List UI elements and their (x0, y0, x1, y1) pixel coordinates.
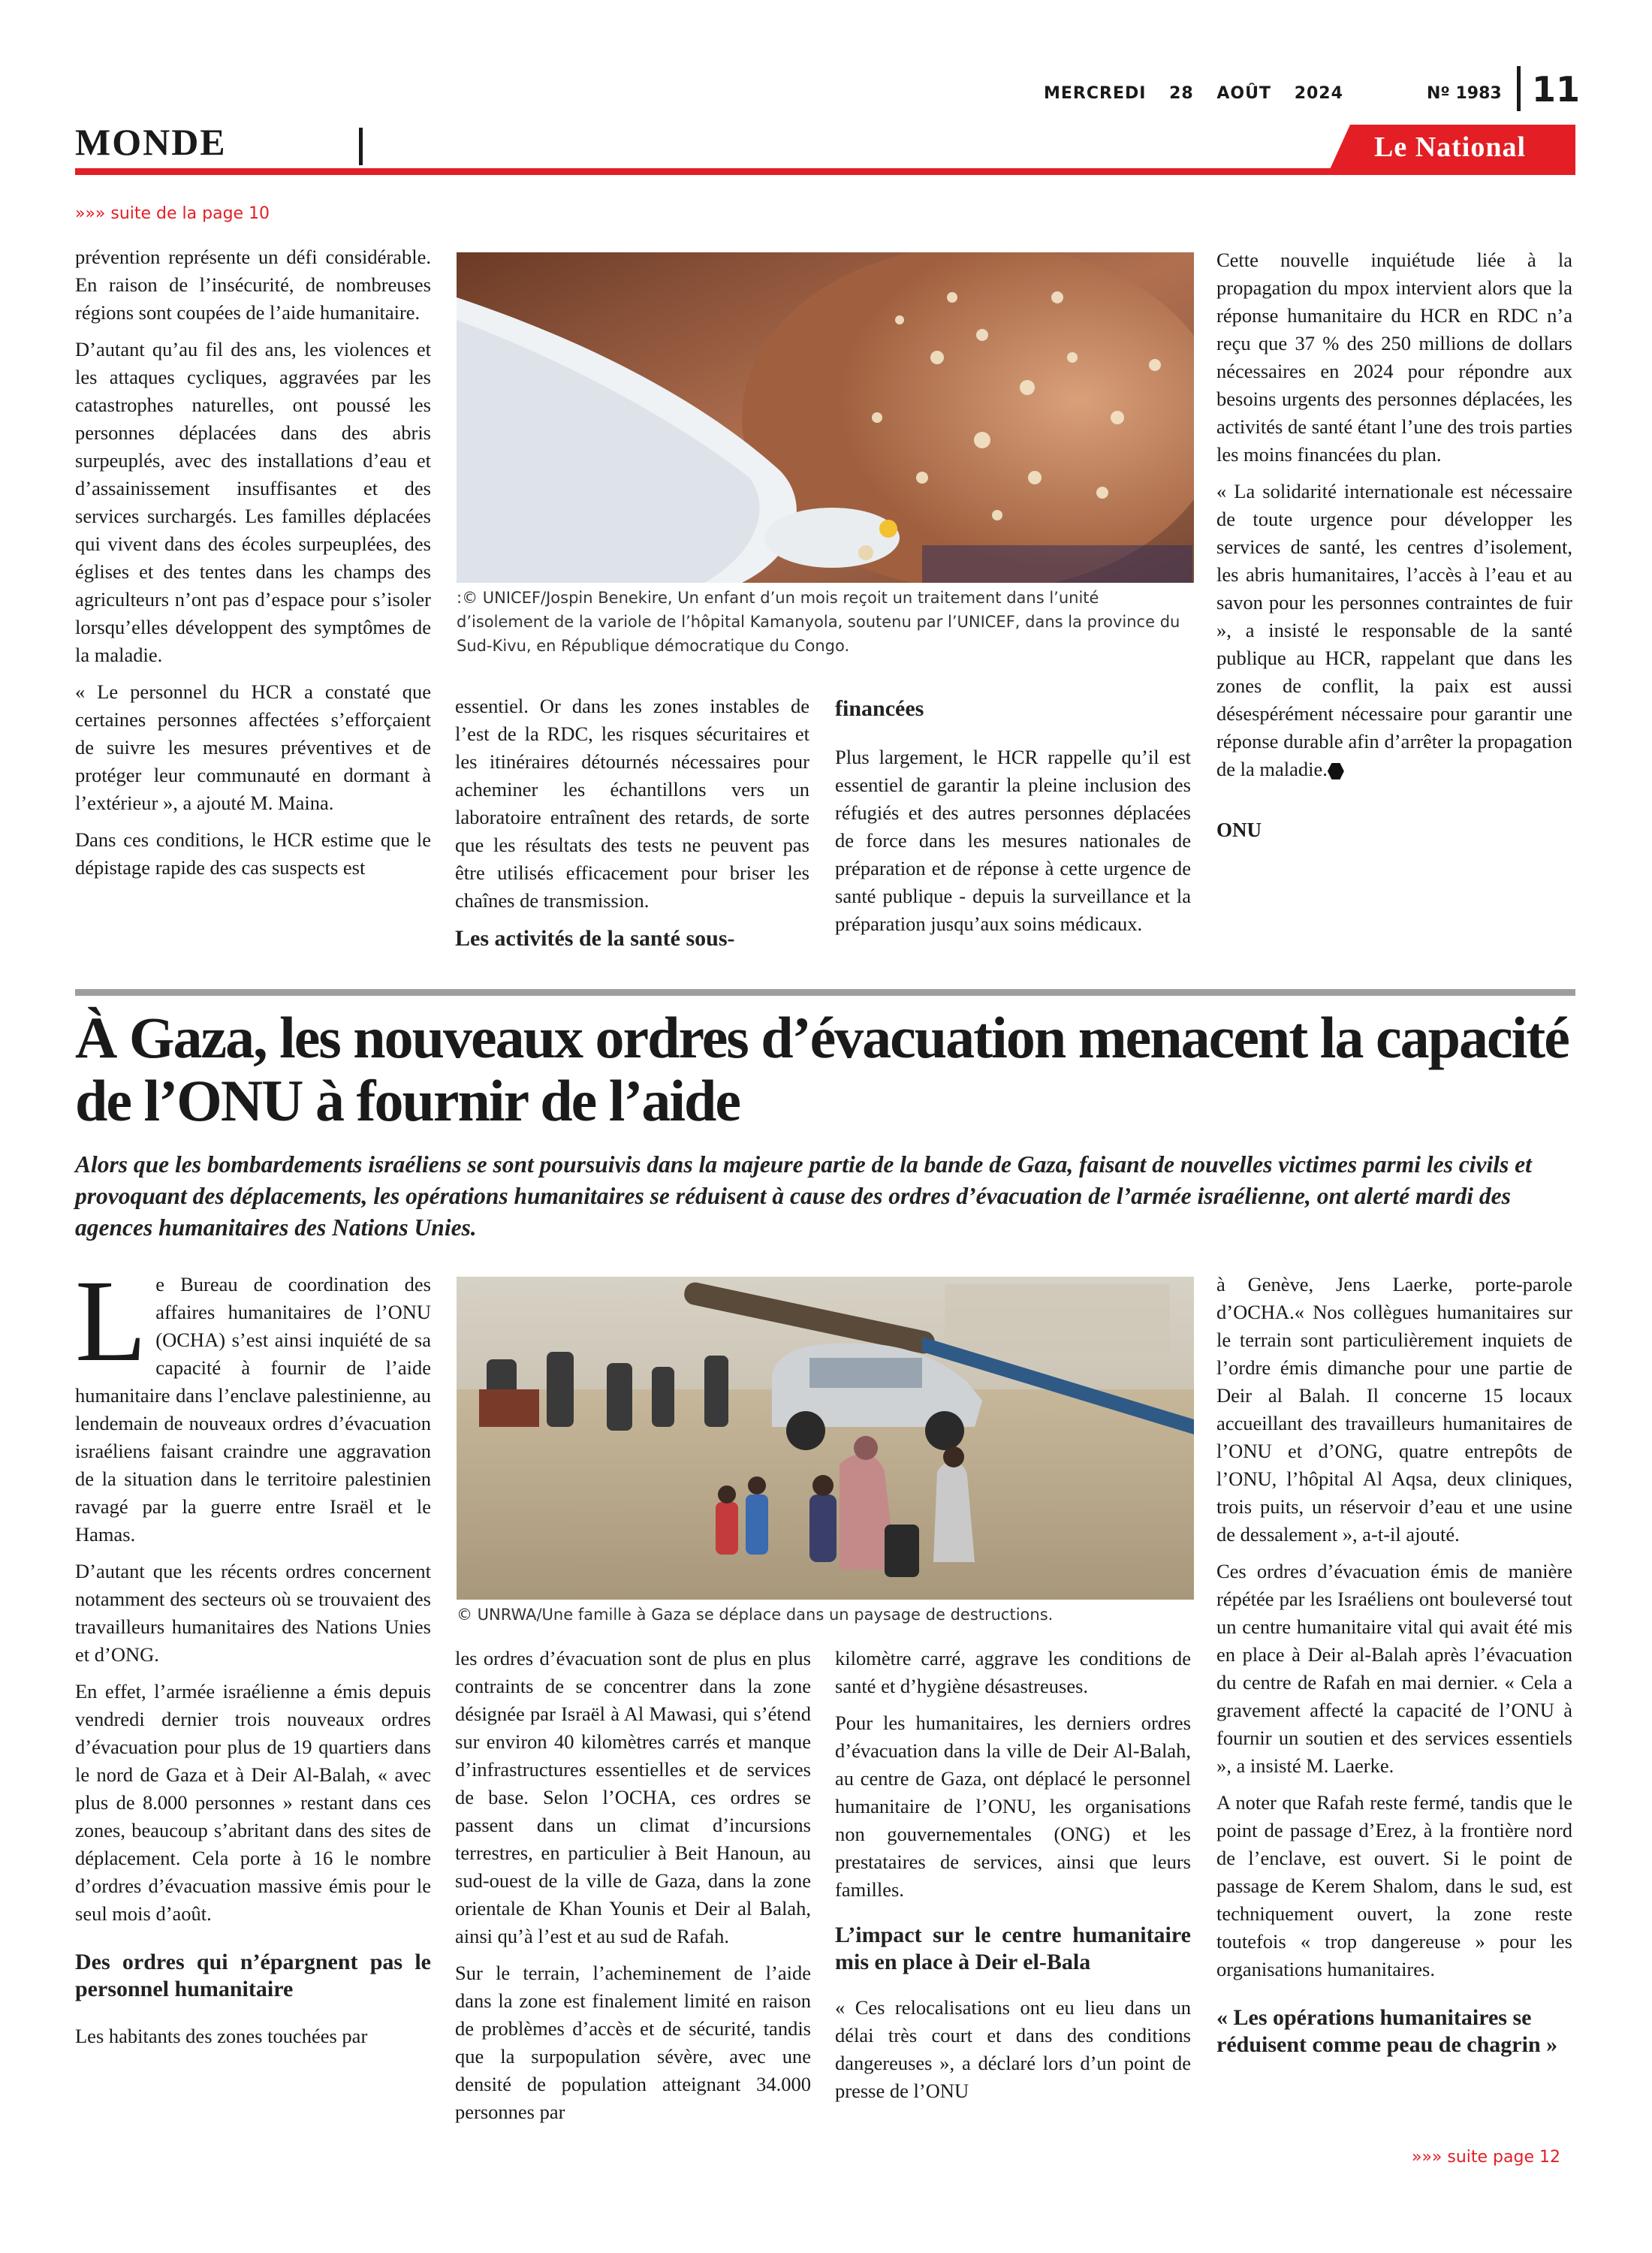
subheading-continued: financées (835, 696, 924, 721)
subheading: L’impact sur le centre humanitaire mis en place à Deir el-Bala (835, 1923, 1191, 1974)
paragraph: essentiel. Or dans les zones instables de l’est de la RDC, les risques sécuritaires et les itinéraires détournés nécessaires pour acheminer les échantillons vers un laboratoire entraînent des retards, de sorte que les résultats des tests ne peuvent pas être utilisés efficacement pour briser les chaînes de transmission. (455, 695, 809, 912)
date-number: 28 (1169, 84, 1194, 103)
mpox-photo-image (457, 252, 1194, 583)
paragraph: D’autant qu’au fil des ans, les violences et les attaques cycliques, aggravées par les catastrophes naturelles, ont poussé les personnes déplacées dans des abris surpeuplés, avec des installations d’eau et d’assainissement insuffisantes et des services surchargés. Les familles déplacées qui vivent dans des écoles surpeuplées, des églises et des tentes dans les champs des agriculteurs n’ont pas d’espace pour s’isoler lorsqu’elles développent des symptômes de la maladie. (75, 338, 431, 666)
paragraph: En effet, l’armée israélienne a émis depuis vendredi dernier trois nouveaux ordres d’évacuation pour plus de 19 quartiers dans le nord de Gaza et à Deir Al-Balah, « avec plus de 8.000 personnes » restant dans ces zones, beaucoup s’abritant dans des sites de déplacement. Cela porte à 16 le nombre d’ordres d’évacuation massive émis pour le seul mois d’août. (75, 1680, 431, 1925)
header-divider (1517, 66, 1521, 111)
subheading: « Les opérations humanitaires se réduisent comme peau de chagrin » (1216, 2005, 1558, 2057)
paragraph: Plus largement, le HCR rappelle qu’il est essentiel de garantir la pleine inclusion des réfugiés et des autres personnes déplacées de force dans les mesures nationales de préparation et de réponse à cette urgence de santé publique - depuis la surveillance et la préparation jusqu’aux soins médicaux. (835, 746, 1191, 935)
subheading: Les activités de la santé sous- (455, 926, 735, 951)
article1-column-3 (835, 695, 1191, 947)
article2-column-4 (1216, 1271, 1572, 2068)
paragraph: « Ces relocalisations ont eu lieu dans un délai très court et dans des conditions dangereuses », a déclaré lors d’un point de presse de l’ONU (835, 1996, 1191, 2102)
paragraph-text: e Bureau de coordination des affaires humanitaires de l’ONU (OCHA) s’est ainsi inquiété de sa capacité à fournir de l’aide humanitaire dans l’enclave palestinienne, au lendemain de nouveaux ordres d’évacuation israéliens faisant craindre une aggravation de la situation dans le territoire palestinien ravagé par la guerre entre Israël et le Hamas. (75, 1273, 431, 1546)
brand-name: Le National (1374, 131, 1527, 163)
paragraph: les ordres d’évacuation sont de plus en plus contraints de se concentrer dans la zone désignée par Israël à Al Mawasi, qui s’étend sur environ 40 kilomètres carrés et manque d’infrastructures essentielles et de services de base. Selon l’OCHA, ces ordres se passent dans un climat d’incursions terrestres, en particulier à Beit Hanoun, au sud-ouest de la ville de Gaza, dans la zone orientale de Khan Younis et Deir al Balah, ainsi qu’à l’est et au sud de Rafah. (455, 1647, 811, 1947)
drop-cap: L (75, 1256, 147, 1386)
article-signature: ONU (1216, 819, 1262, 841)
mpox-photo (457, 252, 1194, 583)
paragraph (75, 1256, 431, 1549)
paragraph: Ces ordres d’évacuation émis de manière répétée par les Israéliens ont bouleversé tout un centre humanitaire vital qui avait été mis en place à Deir al-Balah après l’évacuation du centre de Rafah en mai dernier. « Cela a gravement affecté la capacité de l’ONU à fournir un soutien et des services essentiels », a insisté M. Laerke. (1216, 1560, 1572, 1777)
paragraph: A noter que Rafah reste fermé, tandis que le point de passage d’Erez, à la frontière nord de l’enclave, est ouvert. Si le point de passage de Kerem Shalom, dans le sud, est techniquement ouvert, la zone reste toutefois « trop dangereuse » pour les organisations humanitaires. (1216, 1791, 1572, 1980)
paragraph: Cette nouvelle inquiétude liée à la propagation du mpox intervient alors que la réponse humanitaire du HCR en RDC n’a reçu que 37 % des 250 millions de dollars nécessaires en 2024 pour répondre aux besoins urgents des personnes déplacées, les activités de santé étant l’une des trois parties les moins financées du plan. (1216, 249, 1572, 466)
paragraph: Pour les humanitaires, les derniers ordres d’évacuation dans la ville de Deir Al-Balah, au centre de Gaza, ont déplacé le personnel humanitaire de l’ONU, les organisations non gouvernementales (ONG) et les prestataires de services, ainsi que leurs familles. (835, 1712, 1191, 1901)
photo-caption: © UNRWA/Une famille à Gaza se déplace dans un paysage de destructions. (457, 1606, 1054, 1624)
article2-column-3 (835, 1645, 1191, 2114)
gaza-photo-image (457, 1277, 1194, 1600)
paragraph: à Genève, Jens Laerke, porte-parole d’OCHA.« Nos collègues humanitaires sur le terrain sont particulièrement inquiets de l’ordre émis dimanche pour une partie de Deir al Balah. Il concerne 15 locaux accueillant des travailleurs humanitaires de l’ONU et d’ONG, quatre entrepôts de l’ONU, l’hôpital Al Aqsa, deux cliniques, trois puits, un réservoir d’eau et une usine de dessalement », a-t-il ajouté. (1216, 1273, 1572, 1546)
subheading: Des ordres qui n’épargnent pas le personnel humanitaire (75, 1950, 431, 2001)
issue-number: Nº 1983 (1427, 84, 1502, 103)
article-separator (75, 989, 1575, 996)
paragraph (1216, 478, 1572, 783)
paragraph-text: « La solidarité internationale est nécessaire de toute urgence pour développer les services de santé, les centres d’isolement, les abris humanitaires, l’accès à l’eau et au savon pour les personnes contraintes de fuir », a insisté le responsable de la santé publique au HCR, rappelant que dans les zones de conflit, la paix est aussi désespérément nécessaire pour garantir une réponse durable afin d’arrêter la propagation de la maladie. (1216, 480, 1572, 780)
article2-column-2 (455, 1645, 811, 2135)
gaza-photo (457, 1277, 1194, 1600)
paragraph: Dans ces conditions, le HCR estime que le dépistage rapide des cas suspects est (75, 828, 431, 879)
paragraph: « Le personnel du HCR a constaté que certaines personnes affectées s’efforçaient de suivre les mesures préventives et de protéger leur communauté en dormant à l’extérieur », a ajouté M. Maina. (75, 680, 431, 814)
standfirst: Alors que les bombardements israéliens se sont poursuivis dans la majeure partie de la bande de Gaza, faisant de nouvelles victimes parmi les civils et provoquant des déplacements, les opérations humanitaires se réduisent à cause des ordres d’évacuation de l’armée israélienne, ont alerté mardi des agences humanitaires des Nations Unies. (75, 1151, 1532, 1241)
article1-column-4 (1216, 246, 1572, 844)
article1-column-2 (455, 692, 809, 961)
continued-to: »»» suite page 12 (1412, 2148, 1560, 2167)
photo-caption: :© UNICEF/Jospin Benekire, Un enfant d’un mois reçoit un traitement dans l’unité d’isolement de la variole de l’hôpital Kamanyola, soutenu par l’UNICEF, dans la province du Sud-Kivu, en République démocratique du Congo. (457, 589, 1180, 655)
continued-from: »»» suite de la page 10 (75, 204, 270, 223)
paragraph: Sur le terrain, l’acheminement de l’aide dans la zone est finalement limité en raison de problèmes d’accès et de sécurité, tandis que la surpopulation sévère, avec une densité de population atteignant 34.000 personnes par (455, 1962, 811, 2123)
section-divider (359, 128, 363, 165)
end-mark-icon (1328, 763, 1344, 780)
date-day: MERCREDI (1044, 84, 1147, 103)
article2-column-1 (75, 1256, 431, 2059)
date-year: 2024 (1294, 84, 1343, 103)
paragraph: prévention représente un défi considérable. En raison de l’insécurité, de nombreuses régions sont coupées de l’aide humanitaire. (75, 246, 431, 324)
date-month: AOÛT (1216, 84, 1272, 103)
issue-date (1044, 84, 1343, 103)
article1-column-1 (75, 243, 431, 891)
paragraph: kilomètre carré, aggrave les conditions de santé et d’hygiène désastreuses. (835, 1647, 1191, 1697)
headline: À Gaza, les nouveaux ordres d’évacuation menacent la capacité de l’ONU à fournir de l’aide (75, 1005, 1569, 1133)
page-number: 11 (1532, 69, 1581, 110)
section-title: MONDE (75, 121, 227, 163)
paragraph: Les habitants des zones touchées par (75, 2025, 368, 2047)
paragraph: D’autant que les récents ordres concernent notamment des secteurs où se trouvaient des travailleurs humanitaires des Nations Unies et d’ONG. (75, 1560, 431, 1666)
